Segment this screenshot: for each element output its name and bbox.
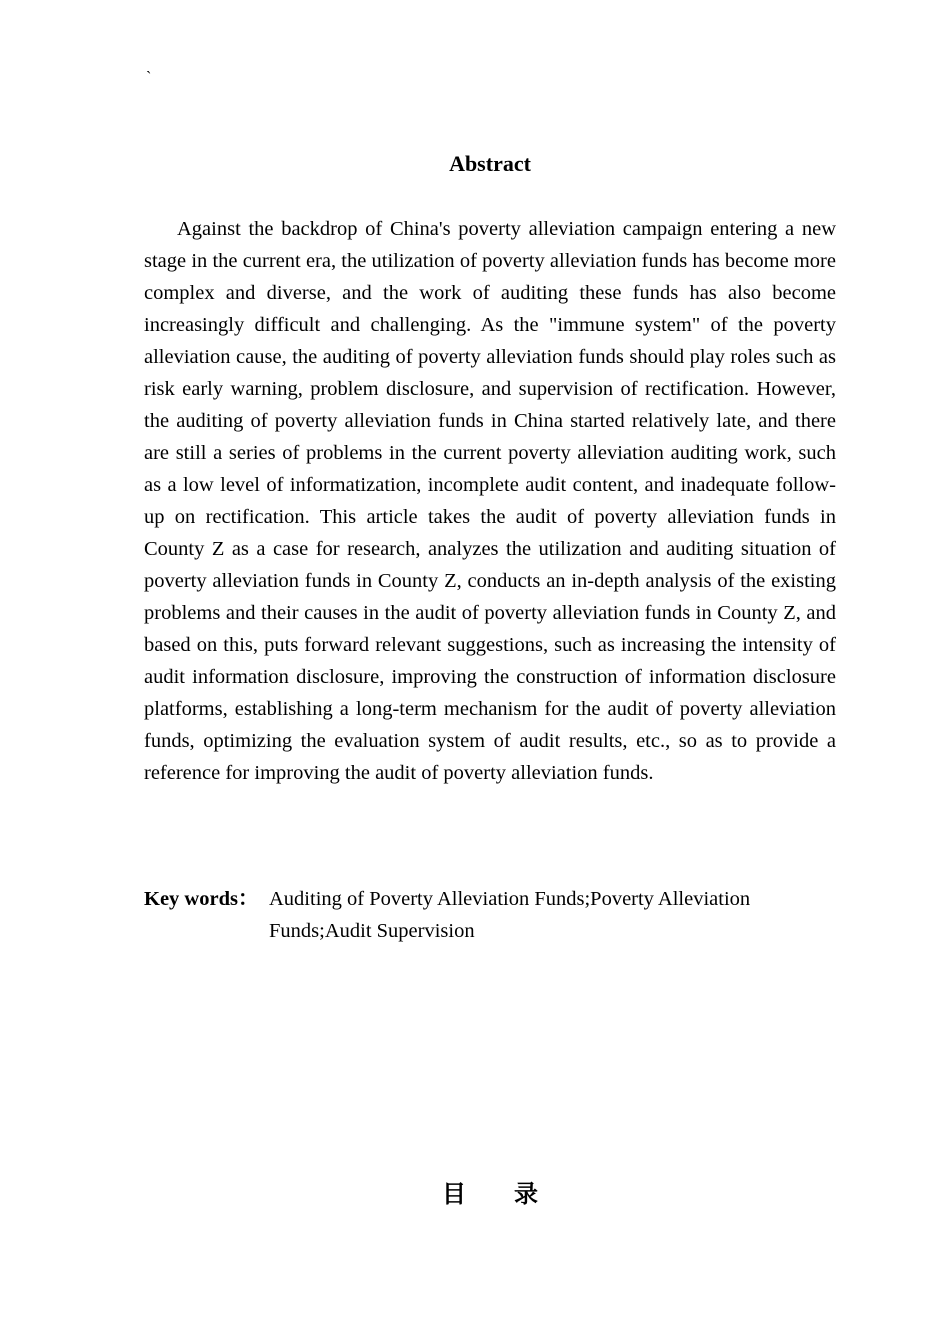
keywords-label: Key words： bbox=[144, 888, 259, 910]
abstract-heading: Abstract bbox=[449, 151, 531, 176]
stray-mark: ` bbox=[146, 69, 152, 86]
abstract-paragraph: Against the backdrop of China's poverty alleviation campaign entering a new stage in the current era, the utilization of poverty alleviation funds has become more complex and diverse, and the work of auditing these funds has also become increasingly difficult and challenging. As the "immune system" of the poverty alleviation cause, the auditing of poverty alleviation funds should play roles such as risk early warning, problem disclosure, and supervision of rectification. However, the auditing of poverty alleviation funds in China started relatively late, and there are still a series of problems in the current poverty alleviation auditing work, such as a low level of informatization, incomplete audit content, and inadequate follow-up on rectification. This article takes the audit of poverty alleviation funds in County Z as a case for research, analyzes the utilization and auditing situation of poverty alleviation funds in County Z, conducts an in-depth analysis of the existing problems and their causes in the audit of poverty alleviation funds in County Z, and based on this, puts forward relevant suggestions, such as increasing the intensity of audit information disclosure, improving the construction of information disclosure platforms, establishing a long-term mechanism for the audit of poverty alleviation funds, optimizing the evaluation system of audit results, etc., so as to provide a reference for improving the audit of poverty alleviation funds. bbox=[144, 218, 836, 784]
keywords-list: Auditing of Poverty Alleviation Funds;Poverty Alleviation Funds;Audit Supervision bbox=[269, 888, 751, 942]
table-of-contents-heading: 目录 bbox=[442, 1180, 586, 1208]
